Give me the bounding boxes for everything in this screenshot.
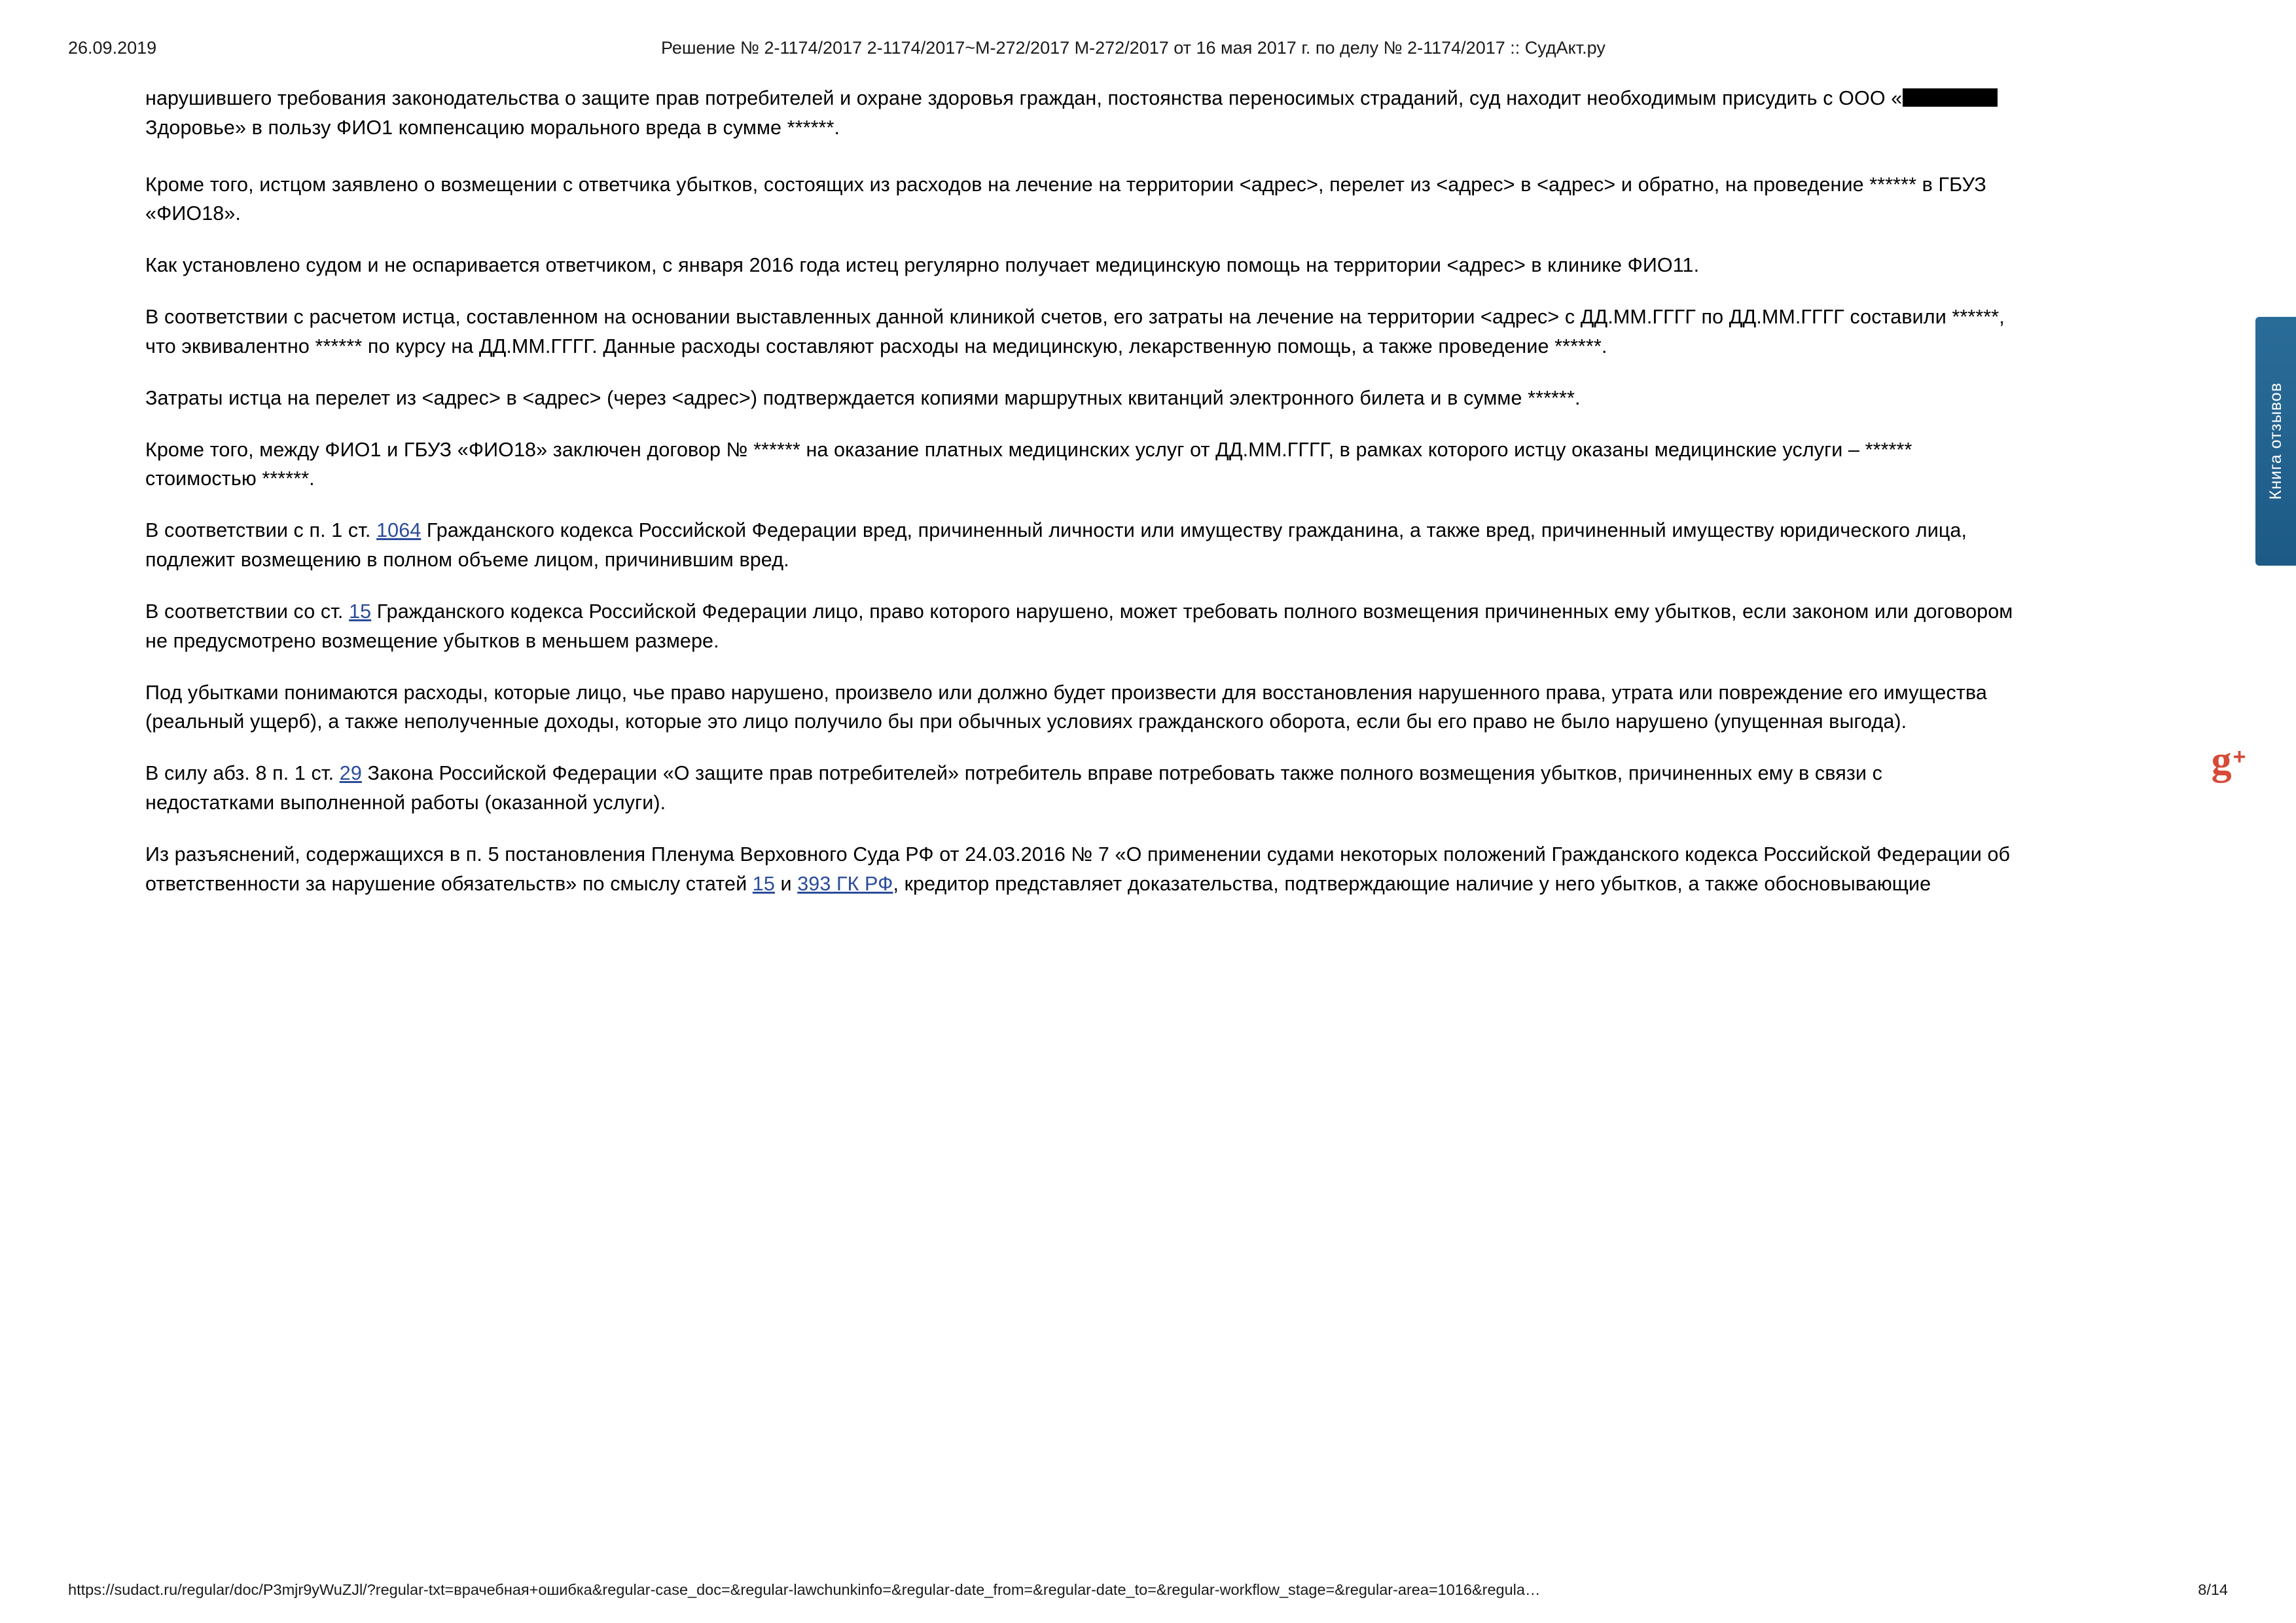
document-paragraph	[145, 597, 2014, 656]
legal-reference-link[interactable]: 393 ГК РФ	[797, 872, 893, 895]
page-footer	[0, 1581, 2296, 1603]
document-paragraph	[145, 516, 2014, 575]
legal-reference-link[interactable]: 15	[752, 872, 775, 895]
google-plus-icon: g	[2211, 739, 2232, 783]
google-plus-plus-glyph: +	[2233, 744, 2246, 769]
document-paragraph	[145, 840, 2014, 899]
reviews-book-tab-label: Книга отзывов	[2266, 382, 2285, 500]
paragraph-text: , кредитор представляет доказательства, подтверждающие наличие у него убытков, а также обосновывающие	[893, 872, 1931, 895]
paragraph-text: Из разъяснений, содержащихся в п. 5 постановления Пленума Верховного Суда РФ от 24.03.2016 № 7 «О применении судами некоторых положений Гражданского кодекса Российской Федерации об ответственности за нарушение обязательств» по смыслу статей	[145, 843, 2011, 895]
legal-reference-link[interactable]: 15	[349, 600, 372, 623]
paragraph-text: Гражданского кодекса Российской Федерации лицо, право которого нарушено, может требовать полного возмещения причиненных ему убытков, если законом или договором не предусмотрено возмещение убытков в меньшем размере.	[145, 600, 2013, 652]
paragraph-text: нарушившего требования законодательства о защите прав потребителей и охране здоровья граждан, постоянства переносимых страданий, суд находит необходимым присудить с ООО «	[145, 87, 1903, 109]
paragraph-text: Здоровье» в пользу ФИО1 компенсацию морального вреда в сумме ******.	[145, 116, 840, 139]
document-paragraph	[145, 759, 2014, 818]
header-document-title: Решение № 2-1174/2017 2-1174/2017~М-272/2017 М-272/2017 от 16 мая 2017 г. по делу № 2-1174/2017 :: СудАкт.ру	[661, 38, 1605, 58]
document-paragraph	[145, 678, 2014, 737]
document-text-body	[145, 84, 2014, 921]
page-header	[0, 38, 2296, 64]
document-paragraph	[145, 384, 2014, 413]
legal-reference-link[interactable]: 29	[339, 762, 362, 785]
paragraph-text: Гражданского кодекса Российской Федерации вред, причиненный личности или имуществу гражданина, а также вред, причиненный имуществу юридического лица, подлежит возмещению в полном объеме лицом, причинившим вред.	[145, 519, 1967, 572]
paragraph-text: В соответствии с п. 1 ст.	[145, 519, 377, 542]
paragraph-text: Как установлено судом и не оспаривается ответчиком, с января 2016 года истец регулярно получает медицинскую помощь на территории <адрес> в клинике ФИО11.	[145, 254, 1700, 277]
document-paragraph	[145, 435, 2014, 494]
paragraph-text: Под убытками понимаются расходы, которые лицо, чье право нарушено, произвело или должно будет произвести для восстановления нарушенного права, утрата или повреждение его имущества (реальный ущерб), а также неполученные доходы, которые это лицо получило бы при обычных условиях гражданского оборота, если бы его право не было нарушено (упущенная выгода).	[145, 681, 1987, 733]
google-plus-share-button[interactable]	[2204, 737, 2253, 785]
document-paragraph	[145, 302, 2014, 361]
footer-source-url: https://sudact.ru/regular/doc/P3mjr9yWuZJl/?regular-txt=врачебная+ошибка&regular-case_doc=&regular-lawchunkinfo=&regular-date_from=&regular-date_to=&regular-workflow_stage=&regular-area=1016&regula…	[68, 1581, 1541, 1598]
footer-page-number: 8/14	[2198, 1581, 2228, 1598]
paragraph-text: Закона Российской Федерации «О защите прав потребителей» потребитель вправе потребовать также полного возмещения убытков, причиненных ему в связи с недостатками выполненной работы (оказанной услуги).	[145, 762, 1882, 814]
legal-reference-link[interactable]: 1064	[376, 519, 422, 542]
reviews-book-tab[interactable]	[2255, 317, 2296, 566]
paragraph-text: и	[774, 872, 798, 895]
paragraph-text: В соответствии с расчетом истца, составленном на основании выставленных данной клиникой счетов, его затраты на лечение на территории <адрес> с ДД.ММ.ГГГГ по ДД.ММ.ГГГГ составили ******, что эквивалентно ****** по курсу на ДД.ММ.ГГГГ. Данные расходы составляют расходы на медицинскую, лекарственную помощь, а также проведение ******.	[145, 306, 2005, 357]
paragraph-text: Кроме того, между ФИО1 и ГБУЗ «ФИО18» заключен договор № ****** на оказание платных медицинских услуг от ДД.ММ.ГГГГ, в рамках которого истцу оказаны медицинские услуги – ****** стоимостью ******.	[145, 438, 1912, 490]
document-paragraph	[145, 84, 2014, 143]
paragraph-text: В соответствии со ст.	[145, 600, 350, 623]
document-paragraph	[145, 251, 2014, 280]
redaction-block	[1903, 88, 1998, 107]
header-date: 26.09.2019	[68, 38, 157, 58]
document-paragraph	[145, 170, 2014, 229]
paragraph-text: В силу абз. 8 п. 1 ст.	[145, 762, 340, 785]
paragraph-text: Кроме того, истцом заявлено о возмещении с ответчика убытков, состоящих из расходов на лечение на территории <адрес>, перелет из <адрес> в <адрес> и обратно, на проведение ****** в ГБУЗ «ФИО18».	[145, 173, 1986, 225]
paragraph-text: Затраты истца на перелет из <адрес> в <адрес> (через <адрес>) подтверждается копиями маршрутных квитанций электронного билета и в сумме ******.	[145, 386, 1581, 409]
